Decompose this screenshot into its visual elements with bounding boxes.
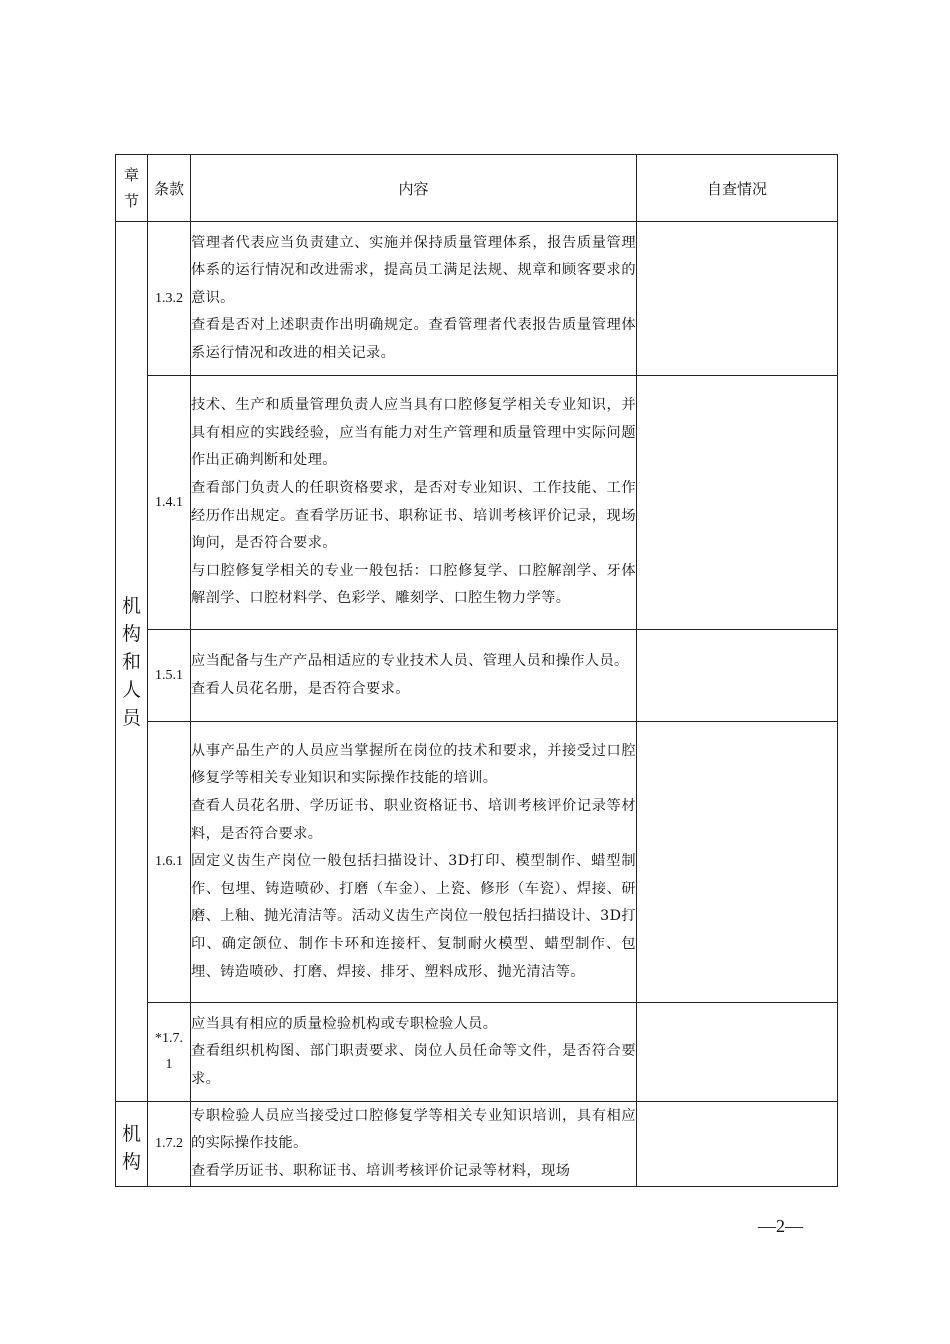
header-self-check: 自查情况 bbox=[637, 155, 838, 222]
content-paragraph: 查看人员花名册，是否符合要求。 bbox=[191, 680, 410, 697]
content-cell bbox=[191, 1003, 637, 1102]
content-paragraph: 固定义齿生产岗位一般包括扫描设计、3D打印、模型制作、蜡型制作、包埋、铸造喷砂、打磨（车金）、上瓷、修形（车瓷）、焊接、研磨、上釉、抛光清洁等。活动义齿生产岗位一般包括扫描设计、3D打印、确定颌位、制作卡环和连接杆、复制耐火模型、蜡型制作、包埋、铸造喷砂、打磨、焊接、排牙、塑料成形、抛光清洁等。 bbox=[191, 853, 636, 980]
content-paragraph: 查看学历证书、职称证书、培训考核评价记录等材料，现场 bbox=[191, 1162, 571, 1179]
content-paragraph: 从事产品生产的人员应当掌握所在岗位的技术和要求，并接受过口腔修复学等相关专业知识和实际操作技能的培训。 bbox=[191, 742, 636, 787]
checklist-table bbox=[115, 154, 838, 1187]
self-check-cell[interactable] bbox=[637, 630, 838, 722]
content-paragraph: 查看部门负责人的任职资格要求，是否对专业知识、工作技能、工作经历作出规定。查看学历证书、职称证书、培训考核评价记录，现场询问，是否符合要求。 bbox=[191, 479, 636, 552]
self-check-cell[interactable] bbox=[637, 1003, 838, 1102]
content-cell bbox=[191, 376, 637, 630]
chapter-cell-organization bbox=[116, 1102, 148, 1187]
clause-cell: 1.3.2 bbox=[148, 222, 191, 376]
content-paragraph: 查看组织机构图、部门职责要求、岗位人员任命等文件，是否符合要求。 bbox=[191, 1043, 636, 1087]
content-paragraph: 应当配备与生产产品相适应的专业技术人员、管理人员和操作人员。 bbox=[191, 652, 629, 669]
clause-cell: 1.6.1 bbox=[148, 722, 191, 1003]
content-paragraph: 与口腔修复学相关的专业一般包括：口腔修复学、口腔解剖学、牙体解剖学、口腔材料学、色彩学、雕刻学、口腔生物力学等。 bbox=[191, 562, 636, 607]
table-row bbox=[116, 630, 838, 722]
table-row bbox=[116, 1003, 838, 1102]
header-row bbox=[116, 155, 838, 222]
clause-cell: 1.5.1 bbox=[148, 630, 191, 722]
table-row bbox=[116, 376, 838, 630]
content-paragraph: 专职检验人员应当接受过口腔修复学等相关专业知识培训，具有相应的实际操作技能。 bbox=[191, 1107, 636, 1152]
header-content: 内容 bbox=[191, 155, 637, 222]
content-cell bbox=[191, 1102, 637, 1187]
content-paragraph: 管理者代表应当负责建立、实施并保持质量管理体系，报告质量管理体系的运行情况和改进需求，提高员工满足法规、规章和顾客要求的意识。 bbox=[191, 234, 636, 306]
clause-cell: 1.7.2 bbox=[148, 1102, 191, 1187]
content-cell bbox=[191, 222, 637, 376]
table-row bbox=[116, 222, 838, 376]
chapter-cell-organization-personnel: 机 构 和 人 员 bbox=[116, 222, 148, 1102]
content-cell bbox=[191, 722, 637, 1003]
self-check-cell[interactable] bbox=[637, 1102, 838, 1187]
content-paragraph: 查看人员花名册、学历证书、职业资格证书、培训考核评价记录等材料，是否符合要求。 bbox=[191, 798, 636, 842]
clause-cell: 1.4.1 bbox=[148, 376, 191, 630]
content-cell bbox=[191, 630, 637, 722]
self-check-cell[interactable] bbox=[637, 376, 838, 630]
content-paragraph: 查看是否对上述职责作出明确规定。查看管理者代表报告质量管理体系运行情况和改进的相关记录。 bbox=[191, 317, 636, 361]
header-clause: 条款 bbox=[148, 155, 191, 222]
table-row bbox=[116, 722, 838, 1003]
clause-cell: *1.7. 1 bbox=[148, 1003, 191, 1102]
header-chapter: 章 节 bbox=[116, 155, 148, 222]
page-number: —2— bbox=[758, 1216, 803, 1236]
self-check-cell[interactable] bbox=[637, 222, 838, 376]
content-paragraph: 应当具有相应的质量检验机构或专职检验人员。 bbox=[191, 1015, 498, 1032]
self-check-cell[interactable] bbox=[637, 722, 838, 1003]
content-paragraph: 技术、生产和质量管理负责人应当具有口腔修复学相关专业知识，并具有相应的实践经验，应当有能力对生产管理和质量管理中实际问题作出正确判断和处理。 bbox=[191, 397, 636, 469]
table-row bbox=[116, 1102, 838, 1187]
chapter-label: 机 构 bbox=[121, 1123, 141, 1173]
